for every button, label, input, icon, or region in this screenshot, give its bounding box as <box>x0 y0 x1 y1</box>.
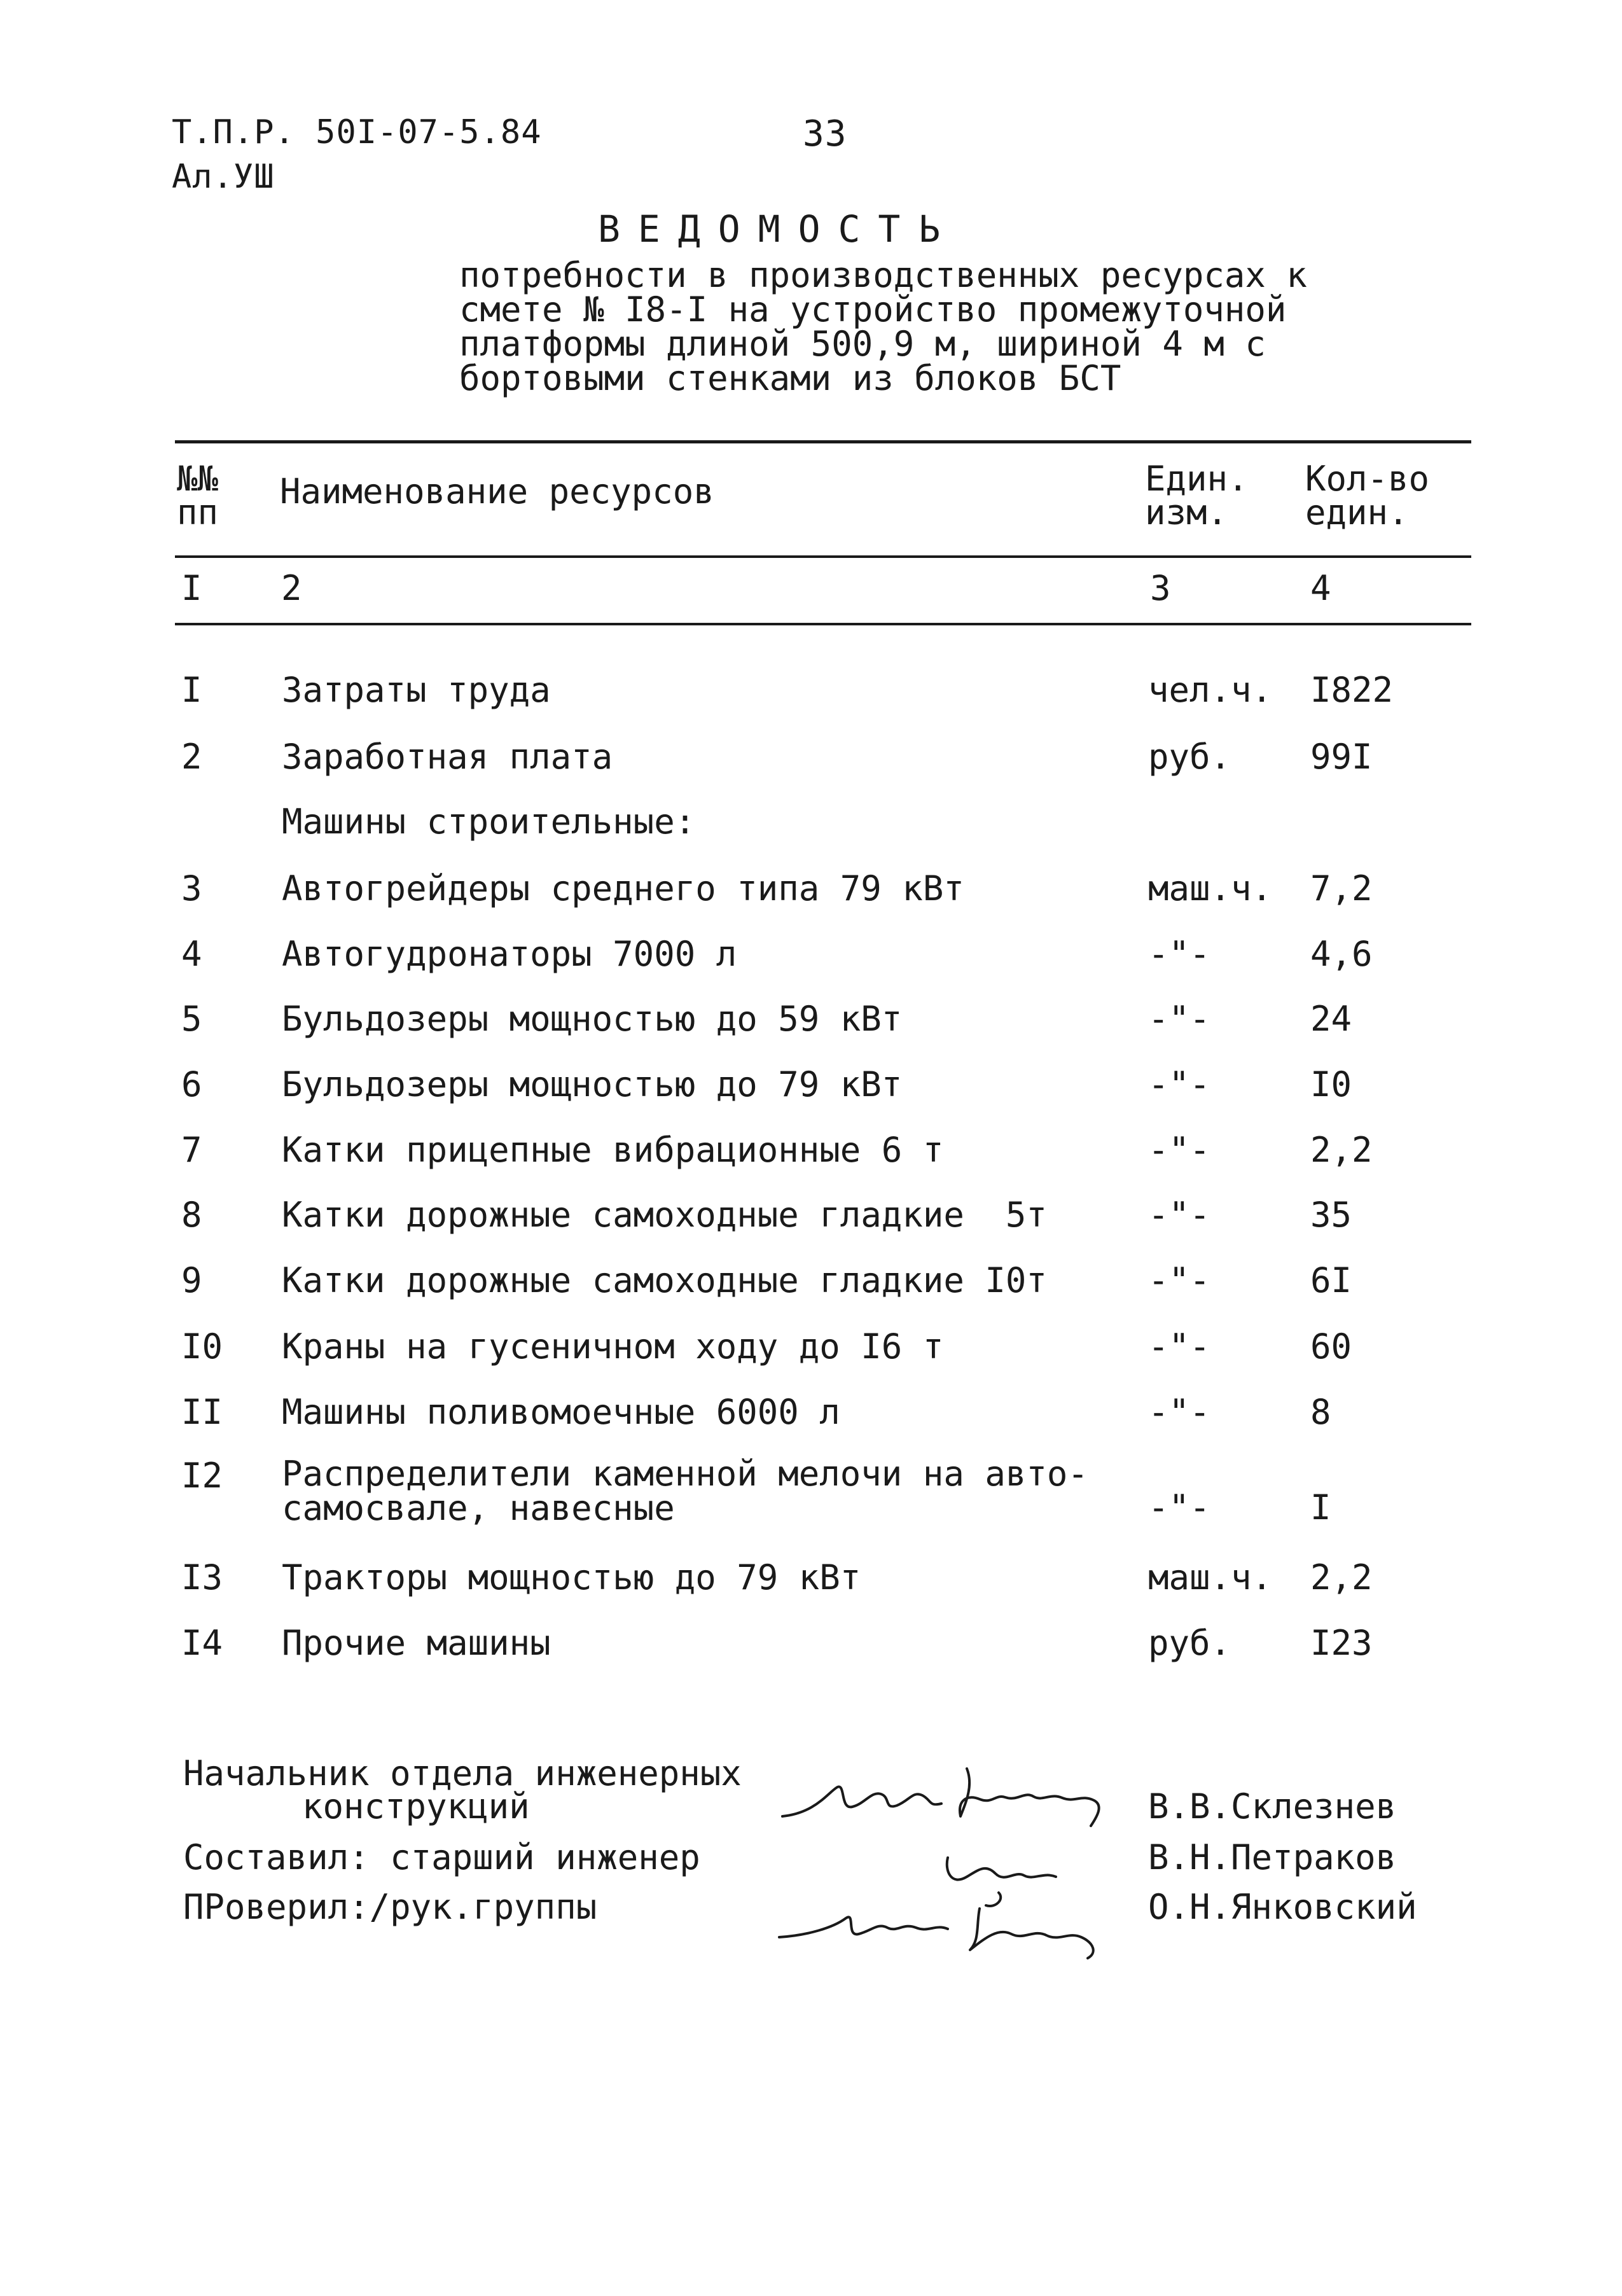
row-num: I0 <box>181 1326 223 1367</box>
row-name: Автогрейдеры среднего типа 79 кВт <box>282 868 964 908</box>
row-qty: 7,2 <box>1310 868 1373 908</box>
row-name-line-2: самосвале, навесные <box>282 1488 675 1528</box>
row-num: II <box>181 1392 223 1432</box>
row-name: Катки дорожные самоходные гладкие 5т <box>282 1195 1047 1235</box>
row-unit: маш.ч. <box>1148 868 1273 908</box>
signer-2-role: Составил: старший инженер <box>183 1837 700 1877</box>
row-qty: 8 <box>1310 1392 1331 1432</box>
row-num: 6 <box>181 1064 202 1104</box>
row-qty: 2,2 <box>1310 1557 1373 1597</box>
row-unit: чел.ч. <box>1148 670 1273 710</box>
row-unit: -"- <box>1148 1195 1210 1235</box>
header-qty-line-2: един. <box>1305 492 1409 532</box>
row-name: Катки прицепные вибрационные 6 т <box>282 1130 944 1170</box>
row-qty: 6I <box>1310 1260 1352 1300</box>
page-number: 33 <box>803 113 847 155</box>
row-num: 2 <box>181 737 202 777</box>
row-qty: 60 <box>1310 1326 1352 1367</box>
header-name: Наименование ресурсов <box>280 471 714 511</box>
row-name: Затраты труда <box>282 670 551 710</box>
row-num: 9 <box>181 1260 202 1300</box>
row-name: Краны на гусеничном ходу до I6 т <box>282 1326 944 1367</box>
row-name: Машины поливомоечные 6000 л <box>282 1392 840 1432</box>
subtitle-line-2: смете № I8-I на устройство промежуточной <box>459 289 1287 330</box>
row-name: Прочие машины <box>282 1623 551 1663</box>
row-num: I4 <box>181 1623 223 1663</box>
row-unit: -"- <box>1148 1392 1210 1432</box>
table-top-rule <box>175 440 1471 443</box>
row-num: 3 <box>181 868 202 908</box>
row-name-line-1: Распределители каменной мелочи на авто- <box>282 1454 1088 1494</box>
row-qty: I23 <box>1310 1623 1373 1663</box>
header-unit-line-1: Един. <box>1145 459 1249 499</box>
column-number-4: 4 <box>1310 568 1331 608</box>
row-name: Бульдозеры мощностью до 79 кВт <box>282 1064 903 1104</box>
row-unit: руб. <box>1148 737 1231 777</box>
subtitle-line-3: платформы длиной 500,9 м, шириной 4 м с <box>459 324 1266 364</box>
page-title: ВЕДОМОСТЬ <box>598 207 959 251</box>
table-colnum-rule <box>175 623 1471 625</box>
row-num: I <box>181 670 202 710</box>
row-qty: 4,6 <box>1310 934 1373 974</box>
column-number-2: 2 <box>281 568 302 608</box>
row-qty: 35 <box>1310 1195 1352 1235</box>
row-num: 4 <box>181 934 202 974</box>
row-num: 5 <box>181 999 202 1039</box>
subtitle-line-4: бортовыми стенками из блоков БСТ <box>459 358 1121 398</box>
row-num: 7 <box>181 1130 202 1170</box>
row-name: Автогудронаторы 7000 л <box>282 934 737 974</box>
column-number-3: 3 <box>1150 568 1171 608</box>
signer-1-name: В.В.Склезнев <box>1148 1786 1397 1826</box>
row-unit: -"- <box>1148 999 1210 1039</box>
section-heading: Машины строительные: <box>282 802 696 842</box>
row-unit: -"- <box>1148 1260 1210 1300</box>
row-qty: 99I <box>1310 737 1373 777</box>
subtitle-line-1: потребности в производственных ресурсах к <box>459 255 1307 295</box>
header-qty-line-1: Кол-во <box>1305 459 1430 499</box>
signer-3-role: ПРоверил:/рук.группы <box>183 1887 597 1927</box>
signer-3-name: О.Н.Янковский <box>1148 1887 1417 1927</box>
row-unit: -"- <box>1148 934 1210 974</box>
header-unit-line-2: изм. <box>1145 492 1228 532</box>
row-unit: маш.ч. <box>1148 1557 1273 1597</box>
row-qty: I822 <box>1310 670 1394 710</box>
header-num-line-2: пп <box>177 492 219 532</box>
handwritten-signatures <box>776 1756 1132 1959</box>
table-header-rule <box>175 555 1471 558</box>
row-num: 8 <box>181 1195 202 1235</box>
row-qty: I0 <box>1310 1064 1352 1104</box>
row-name: Тракторы мощностью до 79 кВт <box>282 1557 861 1597</box>
row-name: Катки дорожные самоходные гладкие I0т <box>282 1260 1047 1300</box>
row-name: Бульдозеры мощностью до 59 кВт <box>282 999 903 1039</box>
header-num-line-1: №№ <box>177 459 219 499</box>
row-unit: -"- <box>1148 1487 1210 1527</box>
row-name: Заработная плата <box>282 737 613 777</box>
row-unit: -"- <box>1148 1326 1210 1367</box>
document-code: Т.П.Р. 50I-07-5.84 <box>172 113 542 151</box>
row-unit: руб. <box>1148 1623 1231 1663</box>
row-unit: -"- <box>1148 1130 1210 1170</box>
row-qty: 24 <box>1310 999 1352 1039</box>
row-qty: I <box>1310 1487 1331 1527</box>
row-num: I3 <box>181 1557 223 1597</box>
row-num: I2 <box>181 1456 223 1496</box>
column-number-1: I <box>181 568 202 608</box>
row-unit: -"- <box>1148 1064 1210 1104</box>
signer-1-role-line-2: конструкций <box>302 1786 530 1826</box>
signer-1-role-line-1: Начальник отдела инженерных <box>183 1753 742 1793</box>
album-number: Ал.УШ <box>172 158 275 196</box>
signer-2-name: В.Н.Петраков <box>1148 1837 1397 1877</box>
row-qty: 2,2 <box>1310 1130 1373 1170</box>
